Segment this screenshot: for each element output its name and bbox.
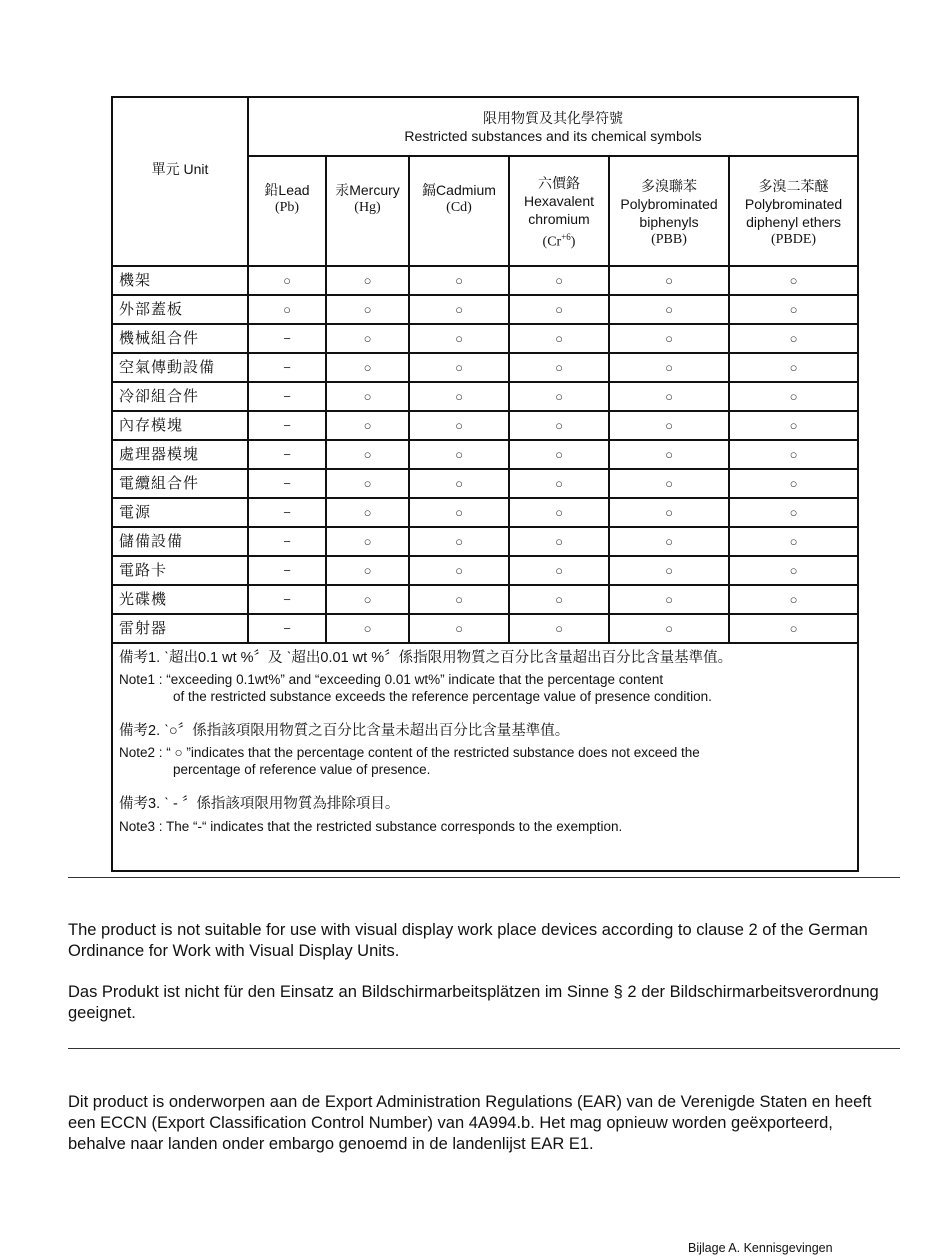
substance-symbol: (Cd) <box>446 200 472 215</box>
table-row <box>112 556 858 585</box>
cell <box>248 585 326 614</box>
cell <box>409 295 509 324</box>
cell <box>609 498 729 527</box>
substance-en-line2: diphenyl ethers <box>746 214 842 230</box>
circle-mark-icon: ○ <box>363 389 372 404</box>
german-notice-en: The product is not suitable for use with visual display work place devices according to clause 2 of the German Ordinance for Work with Visual Display Units. <box>68 921 868 960</box>
cell <box>509 411 609 440</box>
substance-zh: 鎘 <box>422 182 437 198</box>
cell <box>409 411 509 440</box>
circle-mark-icon: ○ <box>665 447 673 462</box>
cell <box>248 382 326 411</box>
circle-mark-icon: ○ <box>555 447 563 462</box>
circle-mark-icon: ○ <box>455 389 463 404</box>
substance-en-line1: Hexavalent <box>523 193 595 210</box>
circle-mark-icon: ○ <box>665 302 673 317</box>
circle-mark-icon: ○ <box>455 302 463 317</box>
unit-header-label: 單元 Unit <box>151 161 209 177</box>
unit-name: 空氣傳動設備 <box>112 353 248 382</box>
circle-mark-icon: ○ <box>555 621 563 636</box>
circle-mark-icon: ○ <box>665 273 673 288</box>
dash-mark-icon: − <box>283 563 291 578</box>
cell <box>609 527 729 556</box>
cell <box>326 440 409 469</box>
circle-mark-icon: ○ <box>363 302 372 317</box>
circle-mark-icon: ○ <box>363 505 372 520</box>
circle-mark-icon: ○ <box>363 592 372 607</box>
dash-mark-icon: − <box>283 592 291 607</box>
cell <box>409 353 509 382</box>
symbol-end: ) <box>570 234 576 250</box>
dash-mark-icon: − <box>283 447 291 462</box>
circle-mark-icon: ○ <box>363 331 372 346</box>
cell <box>248 295 326 324</box>
table-row <box>112 382 858 411</box>
dash-mark-icon: − <box>283 389 291 404</box>
unit-name: 電纜組合件 <box>112 469 248 498</box>
circle-mark-icon: ○ <box>555 273 563 288</box>
table-row <box>112 411 858 440</box>
cell <box>409 324 509 353</box>
circle-mark-icon: ○ <box>789 273 798 288</box>
circle-mark-icon: ○ <box>665 331 673 346</box>
cell <box>729 498 858 527</box>
unit-name: 雷射器 <box>112 614 248 643</box>
circle-mark-icon: ○ <box>455 592 463 607</box>
circle-mark-icon: ○ <box>455 534 463 549</box>
cell <box>326 295 409 324</box>
circle-mark-icon: ○ <box>789 447 798 462</box>
substance-symbol: (Pb) <box>274 200 300 215</box>
group-header-en: Restricted substances and its chemical symbols <box>404 127 702 144</box>
cell <box>409 266 509 295</box>
cell <box>609 353 729 382</box>
cell <box>729 527 858 556</box>
notes-section <box>112 643 858 871</box>
substance-symbol <box>510 228 608 252</box>
circle-mark-icon: ○ <box>665 476 673 491</box>
substance-zh: 多溴聯苯 <box>641 178 697 194</box>
cell <box>409 585 509 614</box>
cell <box>326 614 409 643</box>
group-header-zh: 限用物質及其化學符號 <box>483 109 624 126</box>
cell <box>609 324 729 353</box>
unit-name: 電源 <box>112 498 248 527</box>
substance-zh: 汞 <box>335 182 350 198</box>
cell <box>409 614 509 643</box>
unit-name: 光碟機 <box>112 585 248 614</box>
cell <box>248 498 326 527</box>
cell <box>326 556 409 585</box>
circle-mark-icon: ○ <box>555 592 563 607</box>
circle-mark-icon: ○ <box>665 621 673 636</box>
circle-mark-icon: ○ <box>555 360 563 375</box>
substance-zh: 多溴二苯醚 <box>758 178 829 194</box>
table-row <box>112 266 858 295</box>
cell <box>729 295 858 324</box>
dash-mark-icon: − <box>283 476 291 491</box>
dash-mark-icon: − <box>283 505 291 520</box>
substance-en-line1: Polybrominated <box>744 196 843 212</box>
circle-mark-icon: ○ <box>665 505 673 520</box>
substance-en: Lead <box>278 182 310 198</box>
german-notice-de: Das Produkt ist nicht für den Einsatz an Bildschirmarbeitsplätzen im Sinne § 2 der Bildschirmarbeitsverordnung geeignet. <box>68 983 879 1022</box>
cell <box>509 295 609 324</box>
substance-en-line2: biphenyls <box>639 214 699 230</box>
circle-mark-icon: ○ <box>455 418 463 433</box>
note2-zh: 備考2. ˋ○〞係指該項限用物質之百分比含量未超出百分比含量基準值。 <box>119 723 570 739</box>
cell <box>409 440 509 469</box>
cell <box>509 498 609 527</box>
cell <box>609 295 729 324</box>
substance-en: Mercury <box>349 182 400 198</box>
substance-header-pbde <box>729 156 858 266</box>
circle-mark-icon: ○ <box>789 360 798 375</box>
export-notice-nl: Dit product is onderworpen aan de Export Administration Regulations (EAR) van de Verenigde Staten en heeft een ECCN (Export Classification Control Number) van 4A994.b. Het mag opnieuw worden geëxporteerd, behalve naar landen onder embargo genoemd in de landenlijst EAR E1. <box>68 1093 872 1153</box>
unit-header <box>112 97 248 266</box>
cell <box>326 411 409 440</box>
circle-mark-icon: ○ <box>665 563 673 578</box>
cell <box>409 469 509 498</box>
cell <box>509 440 609 469</box>
circle-mark-icon: ○ <box>665 389 673 404</box>
circle-mark-icon: ○ <box>555 476 563 491</box>
circle-mark-icon: ○ <box>555 563 563 578</box>
note2-en-line1: Note2 : “ ○ ”indicates that the percentage content of the restricted substance does not exceed the <box>119 745 700 760</box>
unit-name: 處理器模塊 <box>112 440 248 469</box>
table-row <box>112 614 858 643</box>
cell <box>409 527 509 556</box>
cell <box>509 556 609 585</box>
cell <box>729 556 858 585</box>
table-row <box>112 527 858 556</box>
cell <box>609 585 729 614</box>
cell <box>326 585 409 614</box>
circle-mark-icon: ○ <box>555 331 563 346</box>
circle-mark-icon: ○ <box>789 302 798 317</box>
cell <box>729 585 858 614</box>
cell <box>248 614 326 643</box>
cell <box>409 382 509 411</box>
cell <box>609 556 729 585</box>
cell <box>609 382 729 411</box>
unit-name: 儲備設備 <box>112 527 248 556</box>
divider <box>68 1048 900 1049</box>
cell <box>509 585 609 614</box>
circle-mark-icon: ○ <box>363 563 372 578</box>
cell <box>248 556 326 585</box>
circle-mark-icon: ○ <box>665 360 673 375</box>
circle-mark-icon: ○ <box>455 476 463 491</box>
cell <box>509 469 609 498</box>
circle-mark-icon: ○ <box>455 447 463 462</box>
symbol-sup: +6 <box>561 232 571 243</box>
cell <box>729 266 858 295</box>
unit-name: 冷卻組合件 <box>112 382 248 411</box>
substance-en: Cadmium <box>436 182 496 198</box>
cell <box>509 382 609 411</box>
circle-mark-icon: ○ <box>363 418 372 433</box>
note3-zh: 備考3. ˋ - 〞係指該項限用物質為排除項目。 <box>119 796 400 812</box>
substance-zh: 鉛 <box>264 182 279 198</box>
circle-mark-icon: ○ <box>363 476 372 491</box>
substance-header-mercury <box>326 156 409 266</box>
cell <box>326 353 409 382</box>
substance-header-hexavalent-chromium <box>509 156 609 266</box>
dash-mark-icon: − <box>283 331 291 346</box>
note1-en-line1: Note1 : “exceeding 0.1wt%” and “exceeding 0.01 wt%” indicate that the percentage content <box>119 672 664 687</box>
cell <box>509 324 609 353</box>
cell <box>729 440 858 469</box>
note1-en-line2: of the restricted substance exceeds the reference percentage value of presence condition. <box>173 689 712 704</box>
substance-header-lead <box>248 156 326 266</box>
circle-mark-icon: ○ <box>555 418 563 433</box>
circle-mark-icon: ○ <box>363 534 372 549</box>
dash-mark-icon: − <box>283 534 291 549</box>
cell <box>729 411 858 440</box>
circle-mark-icon: ○ <box>789 592 798 607</box>
unit-name: 機械組合件 <box>112 324 248 353</box>
circle-mark-icon: ○ <box>455 563 463 578</box>
cell <box>248 469 326 498</box>
cell <box>248 527 326 556</box>
table-row <box>112 469 858 498</box>
circle-mark-icon: ○ <box>789 563 798 578</box>
cell <box>326 266 409 295</box>
substance-header-cadmium <box>409 156 509 266</box>
cell <box>609 469 729 498</box>
unit-name: 電路卡 <box>112 556 248 585</box>
cell <box>509 353 609 382</box>
note2-en-line2: percentage of reference value of presence. <box>173 762 431 777</box>
cell <box>509 527 609 556</box>
circle-mark-icon: ○ <box>555 534 563 549</box>
cell <box>729 614 858 643</box>
circle-mark-icon: ○ <box>555 505 563 520</box>
cell <box>248 411 326 440</box>
circle-mark-icon: ○ <box>789 505 798 520</box>
dash-mark-icon: − <box>283 360 291 375</box>
circle-mark-icon: ○ <box>455 360 463 375</box>
circle-mark-icon: ○ <box>455 621 463 636</box>
cell <box>248 324 326 353</box>
cell <box>609 411 729 440</box>
circle-mark-icon: ○ <box>363 273 372 288</box>
note1-zh: 備考1. ˋ超出0.1 wt %〞及 ˋ超出0.01 wt %〞係指限用物質之百分比含量超出百分比含量基準值。 <box>119 650 733 666</box>
circle-mark-icon: ○ <box>789 621 798 636</box>
substance-symbol: (Hg) <box>354 200 381 215</box>
cell <box>326 469 409 498</box>
note2-en <box>119 744 851 778</box>
table-row <box>112 324 858 353</box>
dash-mark-icon: − <box>283 621 291 636</box>
cell <box>326 324 409 353</box>
circle-mark-icon: ○ <box>555 389 563 404</box>
circle-mark-icon: ○ <box>363 621 372 636</box>
unit-name: 機架 <box>112 266 248 295</box>
cell <box>326 527 409 556</box>
cell <box>509 614 609 643</box>
substance-symbol: (PBDE) <box>770 232 817 247</box>
substance-header-pbb <box>609 156 729 266</box>
substance-symbol: (PBB) <box>651 232 687 247</box>
substance-zh: 六價鉻 <box>538 175 580 192</box>
page-footer: Bijlage A. Kennisgevingen <box>688 1241 833 1255</box>
note3-en: Note3 : The “-“ indicates that the restricted substance corresponds to the exemption. <box>119 819 623 834</box>
note1-en <box>119 671 851 705</box>
circle-mark-icon: ○ <box>455 505 463 520</box>
table-row <box>112 440 858 469</box>
cell <box>248 353 326 382</box>
circle-mark-icon: ○ <box>789 389 798 404</box>
cell <box>326 498 409 527</box>
cell <box>326 382 409 411</box>
circle-mark-icon: ○ <box>789 331 798 346</box>
symbol-base: (Cr <box>542 234 562 250</box>
circle-mark-icon: ○ <box>789 534 798 549</box>
table-row <box>112 353 858 382</box>
dash-mark-icon: − <box>283 418 291 433</box>
table-row <box>112 498 858 527</box>
circle-mark-icon: ○ <box>665 534 673 549</box>
substance-en-line1: Polybrominated <box>620 196 718 212</box>
cell <box>609 440 729 469</box>
cell <box>729 469 858 498</box>
circle-mark-icon: ○ <box>363 447 372 462</box>
circle-mark-icon: ○ <box>455 331 463 346</box>
circle-mark-icon: ○ <box>283 302 291 317</box>
circle-mark-icon: ○ <box>789 476 798 491</box>
circle-mark-icon: ○ <box>363 360 372 375</box>
cell <box>509 266 609 295</box>
restricted-substances-table <box>111 96 859 872</box>
table-row <box>112 295 858 324</box>
circle-mark-icon: ○ <box>283 273 291 288</box>
circle-mark-icon: ○ <box>665 418 673 433</box>
cell <box>729 324 858 353</box>
cell <box>729 353 858 382</box>
substances-group-header <box>248 97 858 156</box>
cell <box>248 440 326 469</box>
unit-name: 外部蓋板 <box>112 295 248 324</box>
table-body <box>112 266 858 643</box>
cell <box>729 382 858 411</box>
circle-mark-icon: ○ <box>789 418 798 433</box>
cell <box>409 556 509 585</box>
cell <box>609 614 729 643</box>
circle-mark-icon: ○ <box>665 592 673 607</box>
cell <box>409 498 509 527</box>
table-row <box>112 585 858 614</box>
cell <box>248 266 326 295</box>
substance-en-line2: chromium <box>528 211 590 228</box>
circle-mark-icon: ○ <box>455 273 463 288</box>
divider <box>68 877 900 878</box>
circle-mark-icon: ○ <box>555 302 563 317</box>
unit-name: 內存模塊 <box>112 411 248 440</box>
cell <box>609 266 729 295</box>
